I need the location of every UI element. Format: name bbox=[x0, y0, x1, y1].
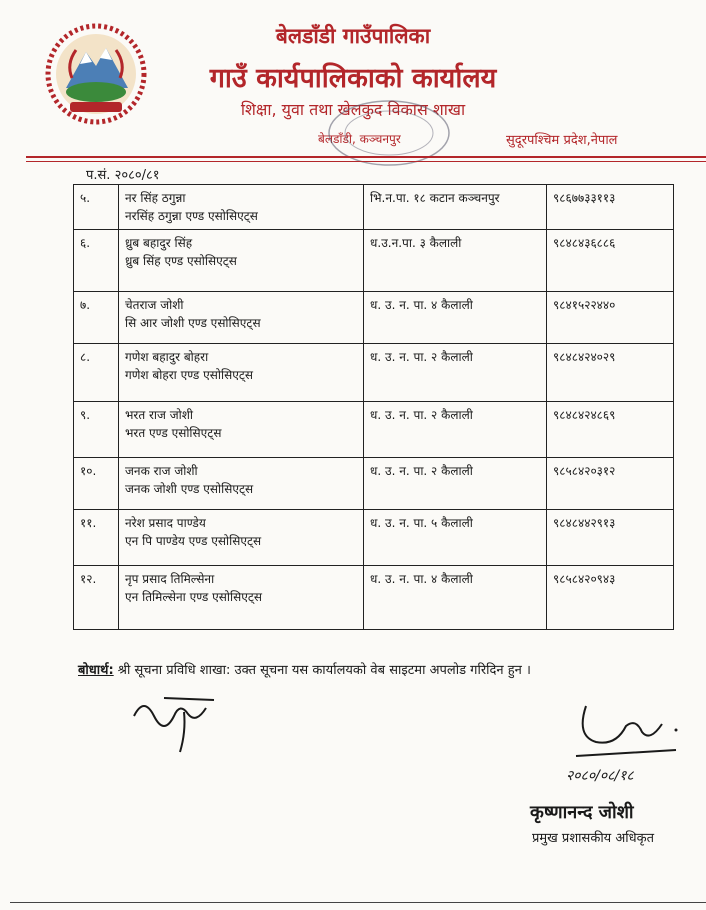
row-phone bbox=[547, 402, 674, 458]
phone-text: ९८५८४२०३१२ bbox=[553, 464, 616, 478]
row-name-cell bbox=[119, 230, 364, 292]
row-name-cell bbox=[119, 292, 364, 344]
address-text: ध. उ. न. पा. ५ कैलाली bbox=[370, 516, 473, 530]
firms-table bbox=[73, 184, 674, 630]
row-address bbox=[364, 402, 547, 458]
person-name: गणेश बहादुर बोहरा bbox=[125, 350, 209, 364]
office-name: गाउँ कार्यपालिकाको कार्यालय bbox=[209, 63, 497, 94]
table-row bbox=[74, 292, 674, 344]
firm-name: भरत एण्ड एसोसिएट्स bbox=[125, 426, 222, 440]
table-row bbox=[74, 510, 674, 566]
table-row bbox=[74, 402, 674, 458]
row-address bbox=[364, 185, 547, 230]
row-phone bbox=[547, 566, 674, 630]
row-phone bbox=[547, 292, 674, 344]
row-number-text: ७. bbox=[80, 298, 91, 312]
row-phone bbox=[547, 510, 674, 566]
firm-name: जनक जोशी एण्ड एसोसिएट्स bbox=[125, 482, 254, 496]
person-name: नरेश प्रसाद पाण्डेय bbox=[125, 516, 206, 530]
firm-name: गणेश बोहरा एण्ड एसोसिएट्स bbox=[125, 368, 254, 382]
row-name-cell bbox=[119, 185, 364, 230]
row-number-text: ५. bbox=[80, 191, 91, 205]
phone-text: ९८४८४३६८८६ bbox=[553, 236, 616, 250]
phone-text: ९८६७७३३११३ bbox=[553, 191, 616, 205]
row-number-text: १०. bbox=[80, 464, 97, 478]
phone-text: ९८५८४२०९४३ bbox=[553, 572, 616, 586]
phone-text: ९८४८४२४८६९ bbox=[553, 408, 616, 422]
footer-divider bbox=[10, 902, 706, 903]
address-text: ध. उ. न. पा. ४ कैलाली bbox=[370, 572, 473, 586]
officer-signature-icon bbox=[556, 696, 696, 766]
row-name-cell bbox=[119, 510, 364, 566]
firm-name: ध्रुब सिंह एण्ड एसोसिएट्स bbox=[125, 254, 237, 268]
person-name: नर सिंह ठगुन्ना bbox=[125, 191, 186, 205]
notice-text: श्री सूचना प्रविधि शाखा: उक्त सूचना यस कार्यालयको वेब साइटमा अपलोड गरिदिन हुन । bbox=[113, 663, 531, 678]
row-address bbox=[364, 230, 547, 292]
row-number-text: १२. bbox=[80, 572, 97, 586]
org-name: बेलडाँडी गाउँपालिका bbox=[275, 24, 431, 48]
firm-name: सि आर जोशी एण्ड एसोसिएट्स bbox=[125, 316, 261, 330]
row-number-text: ११. bbox=[80, 516, 97, 530]
row-address bbox=[364, 510, 547, 566]
row-name-cell bbox=[119, 344, 364, 402]
row-number bbox=[74, 566, 119, 630]
signature-date: २०८०/०८/१८ bbox=[566, 768, 634, 784]
address-text: ध. उ. न. पा. २ कैलाली bbox=[370, 350, 473, 364]
person-name: चेतराज जोशी bbox=[125, 298, 184, 312]
row-number bbox=[74, 185, 119, 230]
row-name-cell bbox=[119, 458, 364, 510]
header-divider bbox=[26, 156, 706, 158]
reference-number: प.सं. २०८०/८१ bbox=[86, 168, 160, 183]
row-number bbox=[74, 292, 119, 344]
table-row bbox=[74, 458, 674, 510]
notice bbox=[78, 660, 678, 678]
row-address bbox=[364, 292, 547, 344]
row-name-cell bbox=[119, 566, 364, 630]
signer-title: प्रमुख प्रशासकीय अधिकृत bbox=[532, 831, 655, 846]
row-number bbox=[74, 458, 119, 510]
person-name: भरत राज जोशी bbox=[125, 408, 194, 422]
row-number bbox=[74, 402, 119, 458]
notice-label: बोधार्थ: bbox=[78, 663, 114, 678]
row-number bbox=[74, 344, 119, 402]
table-row bbox=[74, 230, 674, 292]
firm-name: एन तिमिल्सेना एण्ड एसोसिएट्स bbox=[125, 590, 263, 604]
row-address bbox=[364, 458, 547, 510]
row-phone bbox=[547, 458, 674, 510]
row-phone bbox=[547, 185, 674, 230]
row-number-text: ८. bbox=[80, 350, 91, 364]
row-phone bbox=[547, 344, 674, 402]
phone-text: ९८४८४२४०२९ bbox=[553, 350, 616, 364]
row-number bbox=[74, 510, 119, 566]
row-address bbox=[364, 344, 547, 402]
phone-text: ९८४१५२२४४० bbox=[553, 298, 616, 312]
row-name-cell bbox=[119, 402, 364, 458]
row-number bbox=[74, 230, 119, 292]
department-name: शिक्षा, युवा तथा खेलकुद विकास शाखा bbox=[240, 100, 466, 119]
signer-name: कृष्णानन्द जोशी bbox=[530, 802, 634, 823]
header-divider-thin bbox=[26, 161, 706, 162]
row-address bbox=[364, 566, 547, 630]
firm-name: नरसिंह ठगुन्ना एण्ड एसोसिएट्स bbox=[125, 209, 258, 223]
table-row bbox=[74, 566, 674, 630]
address-province: सुदूरपश्चिम प्रदेश,नेपाल bbox=[506, 133, 618, 148]
address-text: ध. उ. न. पा. २ कैलाली bbox=[370, 464, 473, 478]
address-text: ध.उ.न.पा. ३ कैलाली bbox=[370, 236, 462, 250]
person-name: जनक राज जोशी bbox=[125, 464, 198, 478]
person-name: ध्रुब बहादुर सिंह bbox=[125, 236, 193, 250]
table-row bbox=[74, 185, 674, 230]
row-number-text: ६. bbox=[80, 236, 91, 250]
address-district: बेलडाँडी, कञ्चनपुर bbox=[318, 132, 401, 146]
row-number-text: ९. bbox=[80, 408, 91, 422]
initials-signature-icon bbox=[124, 686, 234, 756]
firm-name: एन पि पाण्डेय एण्ड एसोसिएट्स bbox=[125, 534, 262, 548]
address-text: ध. उ. न. पा. ४ कैलाली bbox=[370, 298, 473, 312]
person-name: नृप प्रसाद तिमिल्सेना bbox=[125, 572, 215, 586]
phone-text: ९८४८४४२९१३ bbox=[553, 516, 616, 530]
address-text: ध. उ. न. पा. २ कैलाली bbox=[370, 408, 473, 422]
address-text: भि.न.पा. १८ कटान कञ्चनपुर bbox=[370, 191, 500, 205]
table-row bbox=[74, 344, 674, 402]
row-phone bbox=[547, 230, 674, 292]
